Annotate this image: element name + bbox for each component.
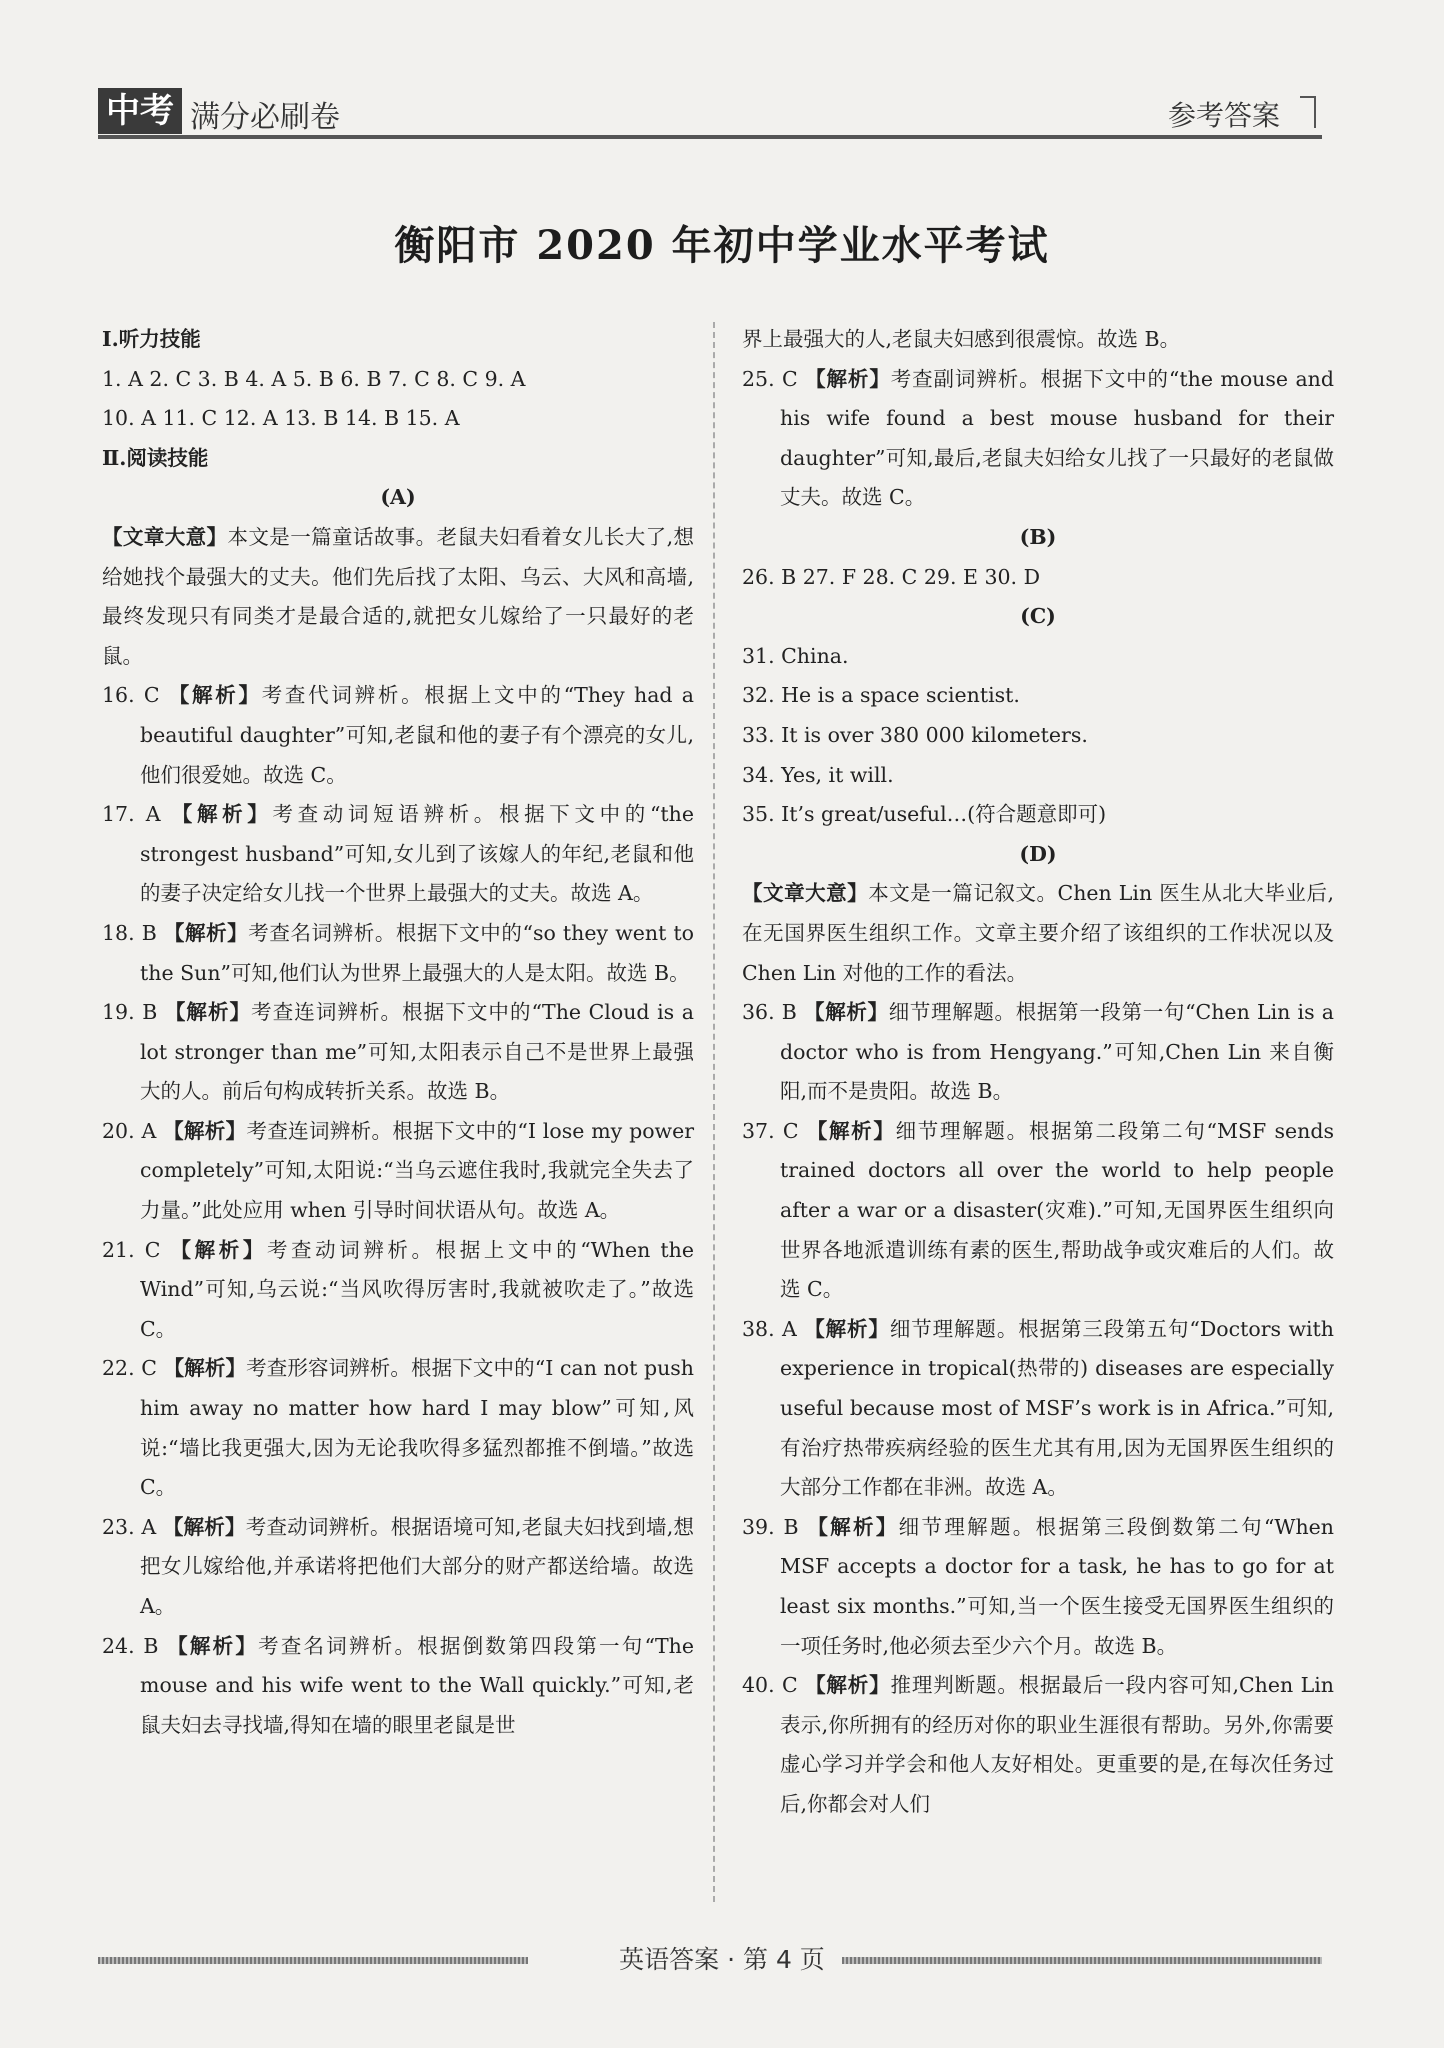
text-line bbox=[742, 716, 1334, 756]
line-text: 界上最强大的人,老鼠夫妇感到很震惊。故选 B。 bbox=[742, 327, 1181, 351]
text-line bbox=[742, 518, 1334, 558]
answer-item bbox=[102, 914, 694, 993]
answer-number: 20. A bbox=[102, 1118, 164, 1143]
line-text: 细节理解题。根据第三段第五句“Doctors with experience in tropical(热带的) diseases are especially useful because most of MSF’s work is in Africa.”可知,有治疗热带疾病经验的医生尤其有用,因为无国界医生组织的大部分工作都在非洲。故选 A。 bbox=[780, 1316, 1334, 1500]
header-rule bbox=[98, 135, 1322, 139]
analysis-tag: 【解析】 bbox=[170, 1237, 267, 1262]
line-text: 10. A 11. C 12. A 13. B 14. B 15. A bbox=[102, 406, 460, 431]
text-line bbox=[102, 439, 694, 479]
analysis-tag: 【解析】 bbox=[167, 1633, 259, 1658]
line-text: 本文是一篇记叙文。Chen Lin 医生从北大毕业后,在无国界医生组织工作。文章主要介绍了该组织的工作状况以及 Chen Lin 对他的工作的看法。 bbox=[742, 881, 1334, 985]
analysis-tag: 【解析】 bbox=[162, 1514, 246, 1539]
analysis-tag: 【解析】 bbox=[163, 1356, 247, 1381]
line-text: 35. It’s great/useful…(符合题意即可) bbox=[742, 802, 1107, 827]
line-text: 考查动词短语辨析。根据下文中的“the strongest husband”可知,女儿到了该嫁人的年纪,老鼠和他的妻子决定给女儿找一个世界上最强大的丈夫。故选 A。 bbox=[140, 802, 694, 906]
text-line bbox=[742, 558, 1334, 598]
analysis-tag: 【解析】 bbox=[805, 366, 891, 391]
text-line bbox=[742, 637, 1334, 677]
right-column bbox=[742, 320, 1334, 1825]
answer-item bbox=[102, 676, 694, 795]
line-text: Ⅱ.阅读技能 bbox=[102, 445, 209, 470]
answer-number: 37. C bbox=[742, 1118, 807, 1143]
answer-number: 25. C bbox=[742, 366, 806, 391]
answer-number: 40. C bbox=[742, 1673, 806, 1698]
line-text: 考查连词辨析。根据下文中的“I lose my power completely”可知,太阳说:“当乌云遮住我时,我就完全失去了力量。”此处应用 when 引导时间状语从句。故选 A。 bbox=[140, 1118, 695, 1223]
text-line bbox=[102, 360, 694, 400]
answer-number: 17. A bbox=[102, 802, 172, 827]
answer-item bbox=[102, 1231, 694, 1350]
line-text: 考查动词辨析。根据语境可知,老鼠夫妇找到墙,想把女儿嫁给他,并承诺将把他们大部分的财产都送给墙。故选 A。 bbox=[140, 1514, 694, 1618]
analysis-tag: 【解析】 bbox=[163, 1118, 247, 1143]
text-line bbox=[742, 874, 1334, 993]
text-line bbox=[102, 399, 694, 439]
text-line bbox=[742, 795, 1334, 835]
analysis-tag: 【解析】 bbox=[171, 802, 273, 827]
answer-item bbox=[742, 993, 1334, 1112]
header-bracket-decoration bbox=[1300, 96, 1316, 128]
answer-number: 19. B bbox=[102, 1000, 165, 1025]
line-text: 32. He is a space scientist. bbox=[742, 683, 1020, 708]
analysis-tag: 【解析】 bbox=[807, 1514, 899, 1539]
header-logo: 中考 bbox=[98, 88, 182, 134]
analysis-tag: 【解析】 bbox=[164, 1000, 252, 1025]
line-text: 本文是一篇童话故事。老鼠夫妇看着女儿长大了,想给她找个最强大的丈夫。他们先后找了太阳、乌云、大风和高墙,最终发现只有同类才是最合适的,就把女儿嫁给了一只最好的老鼠。 bbox=[102, 524, 695, 668]
analysis-tag: 【解析】 bbox=[805, 1673, 891, 1698]
line-text: 考查动词辨析。根据上文中的“When the Wind”可知,乌云说:“当风吹得厉害时,我就被吹走了。”故选 C。 bbox=[140, 1237, 695, 1341]
answer-item bbox=[102, 795, 694, 914]
answer-item bbox=[102, 1508, 694, 1627]
text-line bbox=[742, 320, 1334, 360]
answer-item bbox=[742, 1112, 1334, 1310]
answer-number: 22. C bbox=[102, 1356, 164, 1381]
line-text: 1. A 2. C 3. B 4. A 5. B 6. B 7. C 8. C 9. A bbox=[102, 366, 526, 391]
text-line bbox=[742, 835, 1334, 875]
line-text: Ⅰ.听力技能 bbox=[102, 327, 201, 351]
answer-number: 38. A bbox=[742, 1316, 805, 1341]
line-text: 考查名词辨析。根据下文中的“so they went to the Sun”可知,他们认为世界上最强大的人是太阳。故选 B。 bbox=[140, 920, 694, 985]
page-title: 衡阳市 2020 年初中学业水平考试 bbox=[394, 222, 1050, 269]
line-text: (D) bbox=[1019, 841, 1057, 866]
left-column bbox=[102, 320, 694, 1745]
line-text: 26. B 27. F 28. C 29. E 30. D bbox=[742, 564, 1041, 589]
analysis-tag: 【文章大意】 bbox=[102, 524, 228, 549]
line-text: 细节理解题。根据第三段倒数第二句“When MSF accepts a doctor for a task, he has to go for at least six months.”可知,当一个医生接受无国界医生组织的一项任务时,他必须去至少六个月。故选 B。 bbox=[780, 1514, 1334, 1658]
column-divider bbox=[713, 322, 715, 1902]
analysis-tag: 【解析】 bbox=[168, 683, 262, 708]
text-line bbox=[742, 756, 1334, 796]
line-text: 33. It is over 380 000 kilometers. bbox=[742, 722, 1088, 747]
answer-item bbox=[742, 360, 1334, 518]
analysis-tag: 【文章大意】 bbox=[742, 881, 869, 906]
answer-item bbox=[742, 1666, 1334, 1824]
line-text: 细节理解题。根据第一段第一句“Chen Lin is a doctor who is from Hengyang.”可知,Chen Lin 来自衡阳,而不是贵阳。故选 B。 bbox=[780, 1000, 1334, 1104]
text-line bbox=[742, 676, 1334, 716]
text-line bbox=[102, 478, 694, 518]
answer-number: 39. B bbox=[742, 1514, 808, 1539]
line-text: (B) bbox=[1019, 524, 1057, 549]
header-answer-label: 参考答案 bbox=[1168, 99, 1281, 132]
line-text: 推理判断题。根据最后一段内容可知,Chen Lin 表示,你所拥有的经历对你的职业生涯很有帮助。另外,你需要虚心学习并学会和他人友好相处。更重要的是,在每次任务过后,你都会对人们 bbox=[780, 1673, 1334, 1816]
line-text: 考查名词辨析。根据倒数第四段第一句“The mouse and his wife went to the Wall quickly.”可知,老鼠夫妇去寻找墙,得知在墙的眼里老鼠是世 bbox=[140, 1633, 694, 1737]
answer-number: 18. B bbox=[102, 920, 164, 945]
answer-number: 23. A bbox=[102, 1514, 163, 1539]
text-line bbox=[102, 518, 694, 676]
line-text: 考查连词辨析。根据下文中的“The Cloud is a lot stronger than me”可知,太阳表示自己不是世界上最强大的人。前后句构成转折关系。故选 B。 bbox=[140, 1000, 694, 1104]
header-series-title: 满分必刷卷 bbox=[190, 100, 340, 135]
answer-number: 21. C bbox=[102, 1237, 171, 1262]
analysis-tag: 【解析】 bbox=[804, 1000, 889, 1025]
answer-number: 16. C bbox=[102, 683, 169, 708]
answer-number: 24. B bbox=[102, 1633, 168, 1658]
answer-item bbox=[102, 1627, 694, 1746]
answer-item bbox=[102, 1349, 694, 1507]
analysis-tag: 【解析】 bbox=[806, 1118, 896, 1143]
line-text: (C) bbox=[1020, 604, 1056, 629]
analysis-tag: 【解析】 bbox=[804, 1316, 890, 1341]
answer-item bbox=[102, 1112, 694, 1231]
answer-item bbox=[742, 1508, 1334, 1666]
answer-item bbox=[102, 993, 694, 1112]
page-footer: 英语答案 · 第 4 页 bbox=[619, 1945, 825, 1974]
text-line bbox=[102, 320, 694, 360]
answer-number: 36. B bbox=[742, 1000, 805, 1025]
text-line bbox=[742, 597, 1334, 637]
line-text: (A) bbox=[380, 485, 416, 510]
line-text: 31. China. bbox=[742, 643, 849, 668]
answer-item bbox=[742, 1310, 1334, 1508]
line-text: 考查代词辨析。根据上文中的“They had a beautiful daughter”可知,老鼠和他的妻子有个漂亮的女儿,他们很爱她。故选 C。 bbox=[140, 683, 695, 787]
line-text: 考查形容词辨析。根据下文中的“I can not push him away no matter how hard I may blow”可知,风说:“墙比我更强大,因为无论我吹得多猛烈都推不倒墙。”故选 C。 bbox=[140, 1356, 695, 1500]
analysis-tag: 【解析】 bbox=[163, 920, 249, 945]
line-text: 34. Yes, it will. bbox=[742, 762, 894, 787]
line-text: 细节理解题。根据第二段第二句“MSF sends trained doctors all over the world to help people after a war or a disaster(灾难).”可知,无国界医生组织向世界各地派遣训练有素的医生,帮助战争或灾难后的人们。故选 C。 bbox=[780, 1118, 1334, 1302]
line-text: 考查副词辨析。根据下文中的“the mouse and his wife found a best mouse husband for their daughter”可知,最后,老鼠夫妇给女儿找了一只最好的老鼠做丈夫。故选 C。 bbox=[780, 366, 1334, 510]
